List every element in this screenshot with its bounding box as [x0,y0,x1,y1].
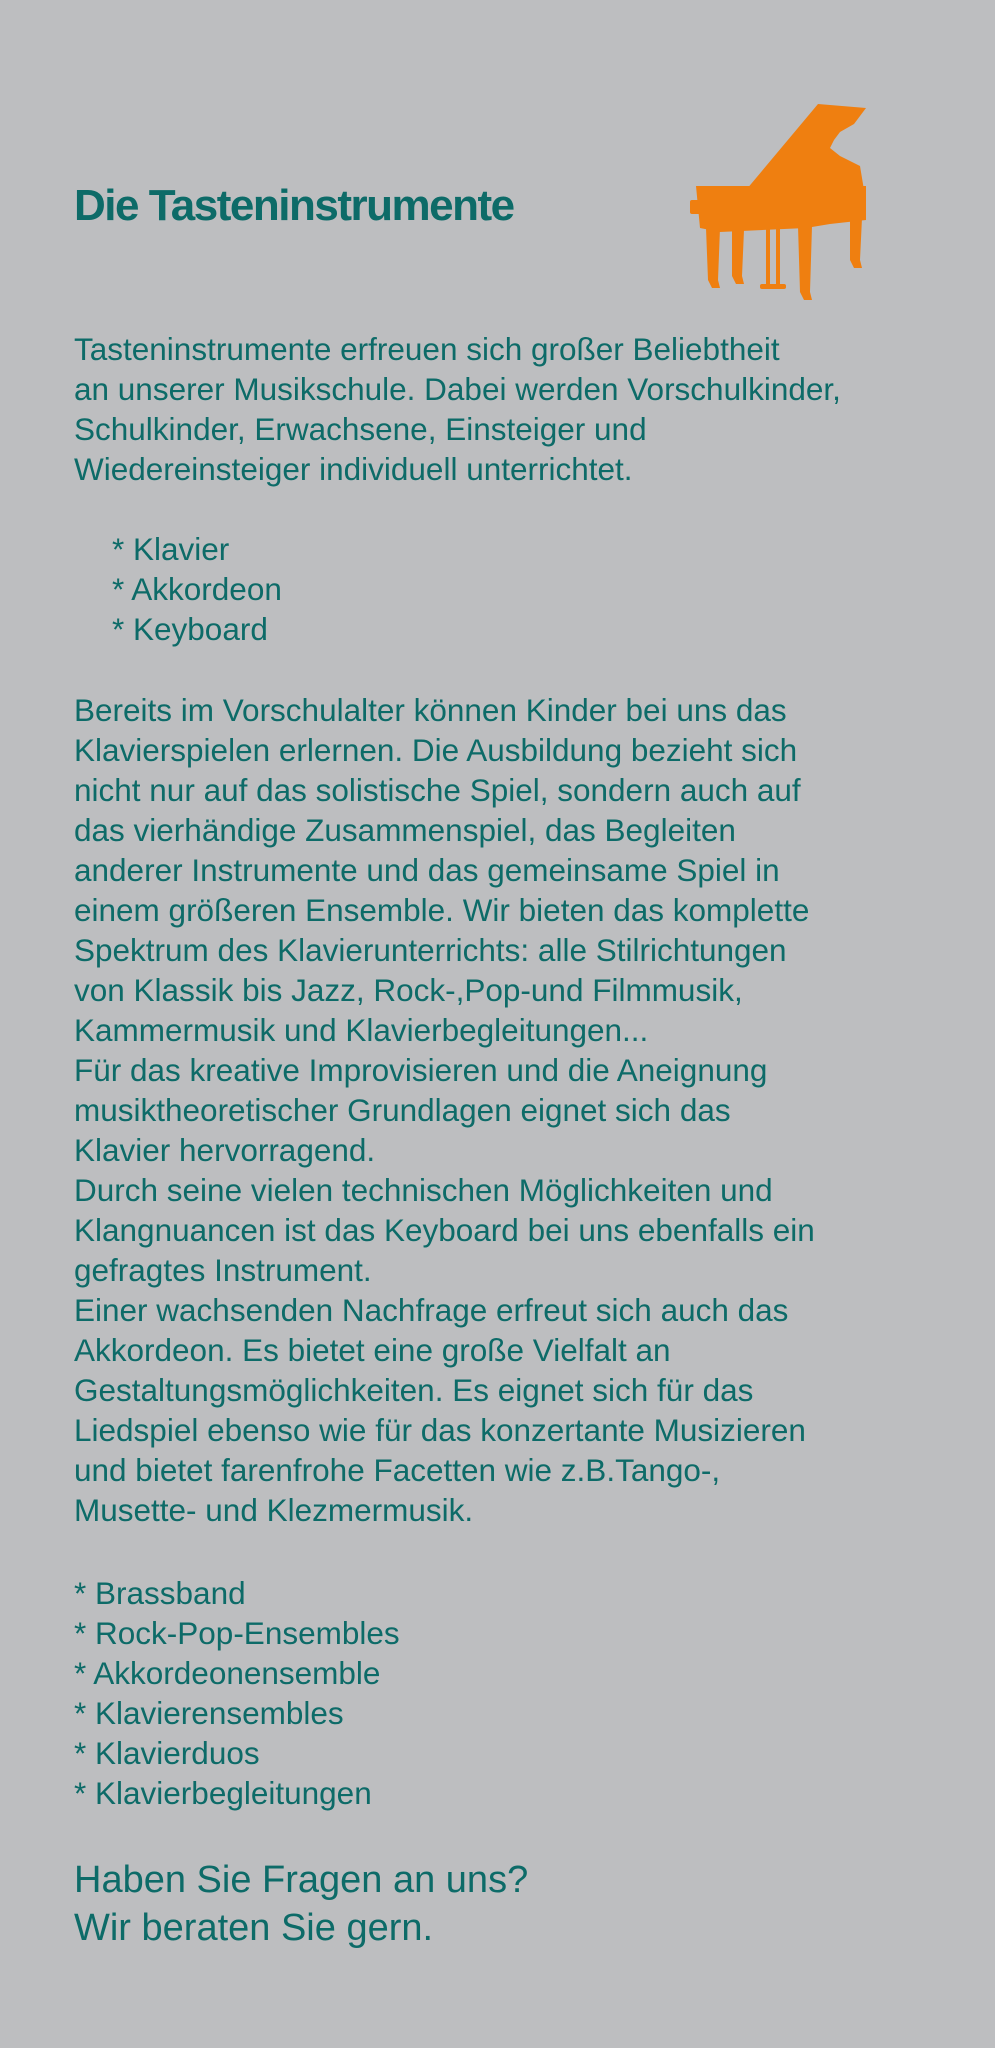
body-line: anderer Instrumente und das gemeinsame Spiel in [74,852,780,888]
body-line: nicht nur auf das solistische Spiel, sondern auch auf [74,772,801,808]
body-line: Für das kreative Improvisieren und die Aneignung [74,1052,768,1088]
list-item: * Akkordeonensemble [74,1655,381,1691]
list-item: * Klavierensembles [74,1695,344,1731]
list-item: * Rock-Pop-Ensembles [74,1615,400,1651]
intro-paragraph [74,329,954,489]
body-line: Liedspiel ebenso wie für das konzertante Musizieren [74,1412,806,1448]
intro-line: Wiedereinsteiger individuell unterrichtet. [74,451,633,487]
grand-piano-icon [690,104,876,300]
body-line: Musette- und Klezmermusik. [74,1492,474,1528]
body-line: Bereits im Vorschulalter können Kinder bei uns das [74,692,787,728]
body-line: Durch seine vielen technischen Möglichkeiten und [74,1172,773,1208]
body-line: musiktheoretischer Grundlagen eignet sich das [74,1092,731,1128]
body-line: einem größeren Ensemble. Wir bieten das komplette [74,892,810,928]
closing-line: Haben Sie Fragen an uns? [74,1859,529,1901]
body-line: Klavierspielen erlernen. Die Ausbildung bezieht sich [74,732,798,768]
page-title: Die Tasteninstrumente [74,181,514,230]
list-item: * Klavierduos [74,1735,260,1771]
body-line: Klavier hervorragend. [74,1132,376,1168]
body-line: Spektrum des Klavierunterrichts: alle Stilrichtungen [74,932,787,968]
body-line: Gestaltungsmöglichkeiten. Es eignet sich für das [74,1372,754,1408]
body-line: gefragtes Instrument. [74,1252,372,1288]
list-item: * Brassband [74,1575,246,1611]
body-line: Klangnuancen ist das Keyboard bei uns ebenfalls ein [74,1212,815,1248]
body-line: von Klassik bis Jazz, Rock-,Pop-und Filmmusik, [74,972,743,1008]
body-line: und bietet farenfrohe Facetten wie z.B.Tango-, [74,1452,721,1488]
body-line: Akkordeon. Es bietet eine große Vielfalt an [74,1332,671,1368]
intro-line: an unserer Musikschule. Dabei werden Vorschulkinder, [74,371,841,407]
closing-message [74,1856,528,1952]
body-paragraph [74,690,954,1530]
ensemble-list [74,1573,400,1813]
intro-line: Tasteninstrumente erfreuen sich großer Beliebtheit [74,331,780,367]
closing-line: Wir beraten Sie gern. [74,1907,434,1949]
body-line: Einer wachsenden Nachfrage erfreut sich auch das [74,1292,789,1328]
list-item: * Klavierbegleitungen [74,1775,372,1811]
list-item: * Klavier [112,531,230,567]
list-item: * Keyboard [112,611,268,647]
intro-line: Schulkinder, Erwachsene, Einsteiger und [74,411,647,447]
body-line: Kammermusik und Klavierbegleitungen... [74,1012,649,1048]
list-item: * Akkordeon [112,571,282,607]
instrument-list [112,529,282,649]
body-line: das vierhändige Zusammenspiel, das Begleiten [74,812,736,848]
